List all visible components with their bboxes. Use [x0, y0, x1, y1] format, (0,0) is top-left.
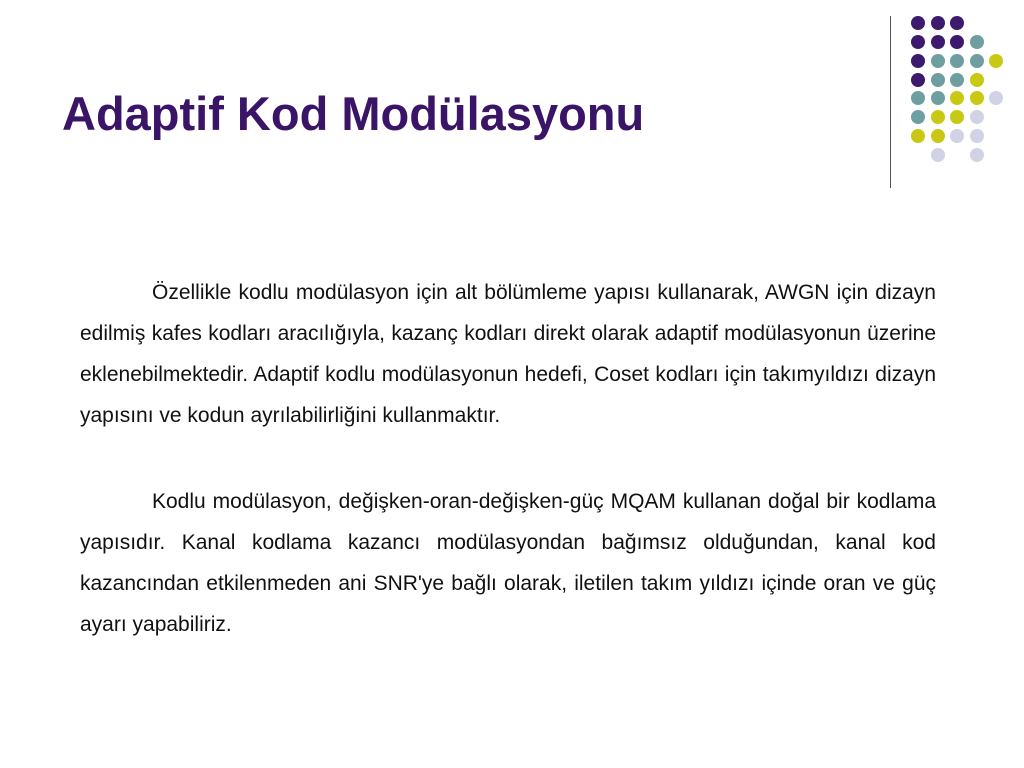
decor-dot — [950, 35, 964, 49]
decor-dot — [931, 54, 945, 68]
paragraph: Özellikle kodlu modülasyon için alt bölümleme yapısı kullanarak, AWGN için dizayn edilmiş kafes kodları aracılığıyla, kazanç kodları direkt olarak adaptif modülasyonun üzerine eklenebilmektedir. Adaptif kodlu modülasyonun hedefi, Coset kodları için takımyıldızı dizayn yapısını ve kodun ayrılabilirliğini kullanmaktır. — [80, 281, 936, 427]
decor-dot — [911, 54, 925, 68]
decor-dot — [931, 16, 945, 30]
decor-dot — [970, 110, 984, 124]
decor-dot — [931, 129, 945, 143]
decor-dot — [950, 129, 964, 143]
decor-dot — [911, 35, 925, 49]
decor-dot — [970, 148, 984, 162]
decor-dot — [950, 73, 964, 87]
decor-dot — [931, 73, 945, 87]
decor-dot — [950, 110, 964, 124]
decor-dot — [911, 16, 925, 30]
decor-dot — [931, 110, 945, 124]
paragraph: Kodlu modülasyon, değişken-oran-değişken-güç MQAM kullanan doğal bir kodlama yapısıdır. Kanal kodlama kazancı modülasyondan bağımsız olduğundan, kanal kod kazancından etkilenmeden ani SNR'ye bağlı olarak, iletilen takım yıldızı içinde oran ve güç ayarı yapabiliriz. — [80, 490, 936, 636]
decor-dot — [911, 73, 925, 87]
decor-dot — [931, 148, 945, 162]
decor-dot — [950, 16, 964, 30]
slide-body — [80, 272, 936, 645]
decor-dot — [970, 73, 984, 87]
decor-dot — [970, 54, 984, 68]
decor-dot — [970, 35, 984, 49]
decor-dot — [970, 129, 984, 143]
decor-dot — [989, 91, 1003, 105]
divider-line — [890, 16, 891, 188]
decor-dot — [950, 54, 964, 68]
decor-dot — [911, 110, 925, 124]
slide-title: Adaptif Kod Modülasyonu — [62, 87, 645, 140]
decor-dot — [911, 91, 925, 105]
decor-dot — [970, 91, 984, 105]
decor-dot — [931, 91, 945, 105]
decor-dot — [989, 54, 1003, 68]
decor-dot — [931, 35, 945, 49]
decor-dot — [911, 129, 925, 143]
decor-dot — [950, 91, 964, 105]
